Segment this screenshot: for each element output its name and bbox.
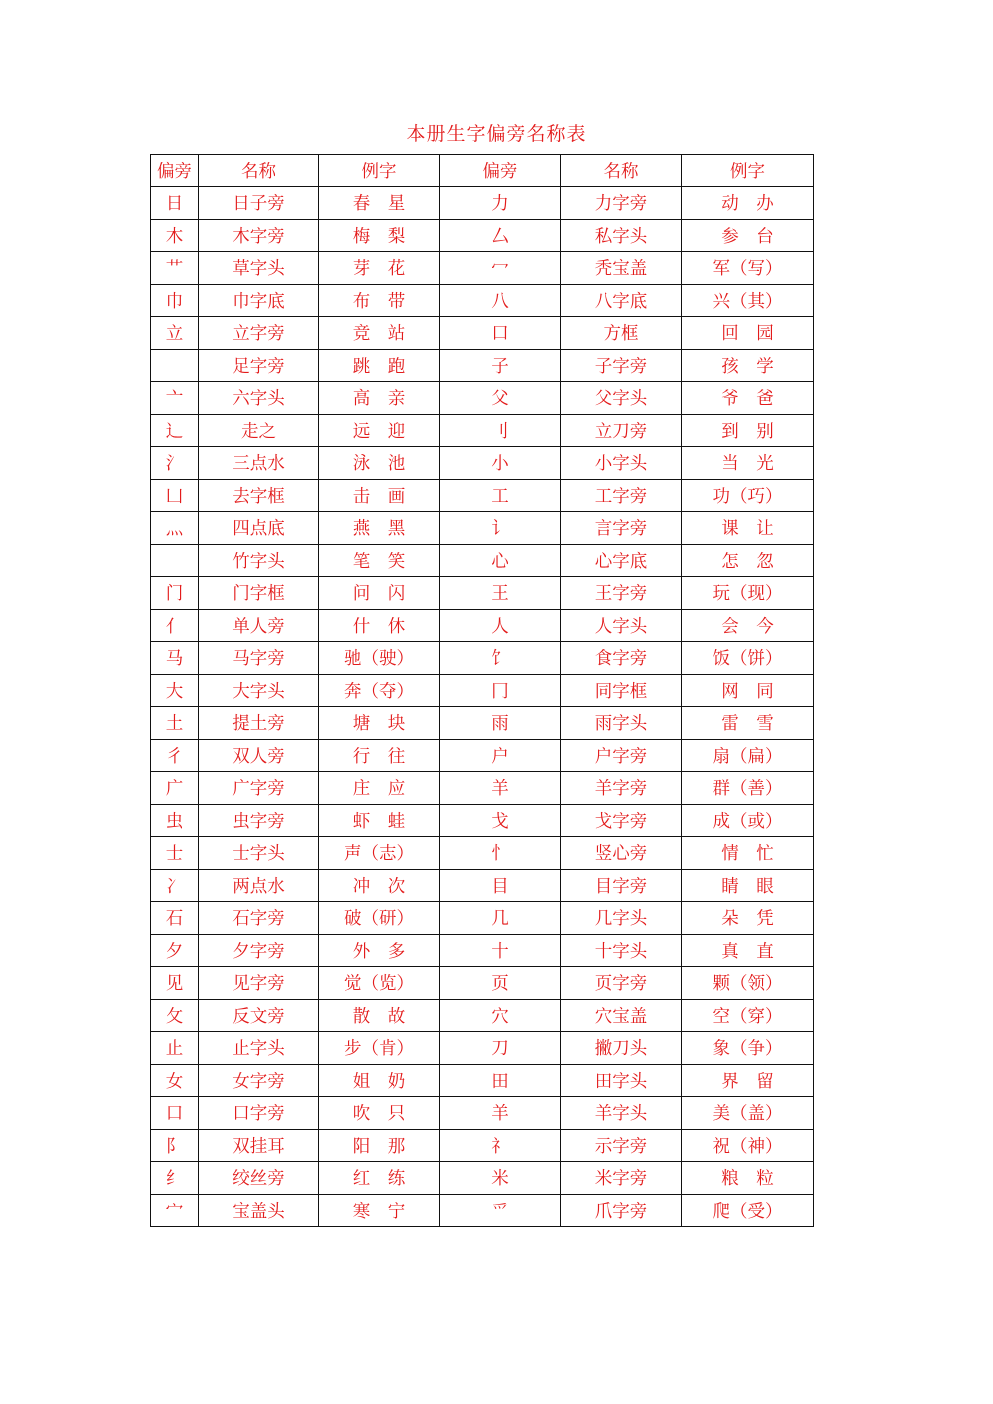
radical-cell: 羊 bbox=[440, 772, 561, 805]
name-cell: 马字旁 bbox=[199, 642, 319, 675]
name-cell: 子字旁 bbox=[561, 349, 682, 382]
radical-cell: 士 bbox=[151, 837, 199, 870]
radical-cell: 爫 bbox=[440, 1194, 561, 1227]
examples-cell: 问 闪 bbox=[319, 577, 440, 610]
radical-cell: 厶 bbox=[440, 219, 561, 252]
examples-cell: 群（善） bbox=[682, 772, 814, 805]
name-cell: 门字框 bbox=[199, 577, 319, 610]
examples-cell: 奔（夺） bbox=[319, 674, 440, 707]
examples-cell: 兴（其） bbox=[682, 284, 814, 317]
name-cell: 见字旁 bbox=[199, 967, 319, 1000]
examples-cell: 行 往 bbox=[319, 739, 440, 772]
radical-cell: 力 bbox=[440, 187, 561, 220]
examples-cell: 步（肯） bbox=[319, 1032, 440, 1065]
table-row bbox=[151, 837, 814, 870]
name-cell: 竖心旁 bbox=[561, 837, 682, 870]
table-row bbox=[151, 1162, 814, 1195]
table-row bbox=[151, 414, 814, 447]
table-row bbox=[151, 252, 814, 285]
table-row bbox=[151, 1194, 814, 1227]
table-row bbox=[151, 219, 814, 252]
name-cell: 止字头 bbox=[199, 1032, 319, 1065]
examples-cell: 象（争） bbox=[682, 1032, 814, 1065]
name-cell: 田字头 bbox=[561, 1064, 682, 1097]
radical-cell: 日 bbox=[151, 187, 199, 220]
radical-cell: 广 bbox=[151, 772, 199, 805]
examples-cell: 朵 凭 bbox=[682, 902, 814, 935]
table-row bbox=[151, 544, 814, 577]
radical-cell: 攵 bbox=[151, 999, 199, 1032]
examples-cell: 梅 梨 bbox=[319, 219, 440, 252]
radical-cell: 纟 bbox=[151, 1162, 199, 1195]
examples-cell: 声（志） bbox=[319, 837, 440, 870]
table-row bbox=[151, 999, 814, 1032]
name-cell: 雨字头 bbox=[561, 707, 682, 740]
header-examples: 例字 bbox=[319, 155, 440, 187]
name-cell: 秃宝盖 bbox=[561, 252, 682, 285]
radical-cell: 石 bbox=[151, 902, 199, 935]
examples-cell: 颗（领） bbox=[682, 967, 814, 1000]
radical-cell: 忄 bbox=[440, 837, 561, 870]
radical-cell: 十 bbox=[440, 934, 561, 967]
radical-cell: 小 bbox=[440, 447, 561, 480]
radical-cell: 戈 bbox=[440, 804, 561, 837]
name-cell: 心字底 bbox=[561, 544, 682, 577]
examples-cell: 美（盖） bbox=[682, 1097, 814, 1130]
table-row bbox=[151, 187, 814, 220]
examples-cell: 课 让 bbox=[682, 512, 814, 545]
radical-cell: 阝 bbox=[151, 1129, 199, 1162]
table-row bbox=[151, 707, 814, 740]
name-cell: 女字旁 bbox=[199, 1064, 319, 1097]
radical-cell: 工 bbox=[440, 479, 561, 512]
name-cell: 目字旁 bbox=[561, 869, 682, 902]
name-cell: 大字头 bbox=[199, 674, 319, 707]
table-row bbox=[151, 902, 814, 935]
radical-cell: 穴 bbox=[440, 999, 561, 1032]
table-row bbox=[151, 512, 814, 545]
table-row bbox=[151, 1097, 814, 1130]
radical-cell: 户 bbox=[440, 739, 561, 772]
examples-cell: 玩（现） bbox=[682, 577, 814, 610]
name-cell: 走之 bbox=[199, 414, 319, 447]
name-cell: 草字头 bbox=[199, 252, 319, 285]
examples-cell: 庄 应 bbox=[319, 772, 440, 805]
radical-cell: 虫 bbox=[151, 804, 199, 837]
examples-cell: 高 亲 bbox=[319, 382, 440, 415]
examples-cell: 功（巧） bbox=[682, 479, 814, 512]
examples-cell: 塘 块 bbox=[319, 707, 440, 740]
examples-cell: 情 忙 bbox=[682, 837, 814, 870]
name-cell: 羊字旁 bbox=[561, 772, 682, 805]
table-row bbox=[151, 804, 814, 837]
table-row bbox=[151, 609, 814, 642]
examples-cell: 祝（神） bbox=[682, 1129, 814, 1162]
radical-cell: 夕 bbox=[151, 934, 199, 967]
name-cell: 双挂耳 bbox=[199, 1129, 319, 1162]
name-cell: 同字框 bbox=[561, 674, 682, 707]
examples-cell: 竞 站 bbox=[319, 317, 440, 350]
radical-cell: 父 bbox=[440, 382, 561, 415]
table-row bbox=[151, 577, 814, 610]
examples-cell: 远 迎 bbox=[319, 414, 440, 447]
name-cell: 木字旁 bbox=[199, 219, 319, 252]
name-cell: 立刀旁 bbox=[561, 414, 682, 447]
examples-cell: 成（或） bbox=[682, 804, 814, 837]
table-row bbox=[151, 674, 814, 707]
name-cell: 户字旁 bbox=[561, 739, 682, 772]
radical-cell: 凵 bbox=[151, 479, 199, 512]
examples-cell: 跳 跑 bbox=[319, 349, 440, 382]
name-cell: 食字旁 bbox=[561, 642, 682, 675]
table-row bbox=[151, 772, 814, 805]
radical-cell: 灬 bbox=[151, 512, 199, 545]
examples-cell: 真 直 bbox=[682, 934, 814, 967]
radical-cell: 八 bbox=[440, 284, 561, 317]
examples-cell: 布 带 bbox=[319, 284, 440, 317]
table-row bbox=[151, 934, 814, 967]
radical-cell bbox=[151, 544, 199, 577]
table-row bbox=[151, 1032, 814, 1065]
examples-cell: 粮 粒 bbox=[682, 1162, 814, 1195]
examples-cell: 睛 眼 bbox=[682, 869, 814, 902]
radical-cell: 心 bbox=[440, 544, 561, 577]
name-cell: 立字旁 bbox=[199, 317, 319, 350]
name-cell: 日子旁 bbox=[199, 187, 319, 220]
radical-cell: 羊 bbox=[440, 1097, 561, 1130]
radical-cell: 页 bbox=[440, 967, 561, 1000]
table-row bbox=[151, 967, 814, 1000]
header-name: 名称 bbox=[561, 155, 682, 187]
radical-cell: 冖 bbox=[440, 252, 561, 285]
table-row bbox=[151, 317, 814, 350]
examples-cell: 参 台 bbox=[682, 219, 814, 252]
examples-cell: 芽 花 bbox=[319, 252, 440, 285]
name-cell: 口字旁 bbox=[199, 1097, 319, 1130]
examples-cell: 网 同 bbox=[682, 674, 814, 707]
name-cell: 提土旁 bbox=[199, 707, 319, 740]
examples-cell: 姐 奶 bbox=[319, 1064, 440, 1097]
radical-cell: 人 bbox=[440, 609, 561, 642]
radical-cell: 木 bbox=[151, 219, 199, 252]
examples-cell: 空（穿） bbox=[682, 999, 814, 1032]
radical-cell: 刂 bbox=[440, 414, 561, 447]
name-cell: 夕字旁 bbox=[199, 934, 319, 967]
examples-cell: 什 休 bbox=[319, 609, 440, 642]
examples-cell: 击 画 bbox=[319, 479, 440, 512]
name-cell: 八字底 bbox=[561, 284, 682, 317]
radical-cell: 女 bbox=[151, 1064, 199, 1097]
radical-cell: 子 bbox=[440, 349, 561, 382]
radical-cell bbox=[151, 349, 199, 382]
name-cell: 绞丝旁 bbox=[199, 1162, 319, 1195]
name-cell: 去字框 bbox=[199, 479, 319, 512]
radical-cell: 礻 bbox=[440, 1129, 561, 1162]
examples-cell: 散 故 bbox=[319, 999, 440, 1032]
examples-cell: 破（研） bbox=[319, 902, 440, 935]
page-title: 本册生字偏旁名称表 bbox=[406, 123, 587, 145]
name-cell: 父字头 bbox=[561, 382, 682, 415]
radical-cell: 米 bbox=[440, 1162, 561, 1195]
name-cell: 撇刀头 bbox=[561, 1032, 682, 1065]
examples-cell: 觉（览） bbox=[319, 967, 440, 1000]
table-row bbox=[151, 642, 814, 675]
name-cell: 宝盖头 bbox=[199, 1194, 319, 1227]
radical-cell: 饣 bbox=[440, 642, 561, 675]
examples-cell: 外 多 bbox=[319, 934, 440, 967]
name-cell: 示字旁 bbox=[561, 1129, 682, 1162]
examples-cell: 阳 那 bbox=[319, 1129, 440, 1162]
name-cell: 虫字旁 bbox=[199, 804, 319, 837]
radical-cell: 几 bbox=[440, 902, 561, 935]
radical-cell: 亠 bbox=[151, 382, 199, 415]
radical-cell: 冂 bbox=[440, 674, 561, 707]
radical-cell: 雨 bbox=[440, 707, 561, 740]
name-cell: 反文旁 bbox=[199, 999, 319, 1032]
name-cell: 巾字底 bbox=[199, 284, 319, 317]
name-cell: 人字头 bbox=[561, 609, 682, 642]
examples-cell: 到 别 bbox=[682, 414, 814, 447]
name-cell: 言字旁 bbox=[561, 512, 682, 545]
name-cell: 十字头 bbox=[561, 934, 682, 967]
radical-cell: 土 bbox=[151, 707, 199, 740]
examples-cell: 泳 池 bbox=[319, 447, 440, 480]
name-cell: 竹字头 bbox=[199, 544, 319, 577]
radical-cell: 口 bbox=[151, 1097, 199, 1130]
name-cell: 戈字旁 bbox=[561, 804, 682, 837]
examples-cell: 动 办 bbox=[682, 187, 814, 220]
radical-cell: 大 bbox=[151, 674, 199, 707]
radical-cell: 马 bbox=[151, 642, 199, 675]
table-row bbox=[151, 349, 814, 382]
header-examples: 例字 bbox=[682, 155, 814, 187]
examples-cell: 爬（受） bbox=[682, 1194, 814, 1227]
examples-cell: 春 星 bbox=[319, 187, 440, 220]
examples-cell: 爷 爸 bbox=[682, 382, 814, 415]
radical-cell: 田 bbox=[440, 1064, 561, 1097]
header-radical: 偏旁 bbox=[440, 155, 561, 187]
name-cell: 方框 bbox=[561, 317, 682, 350]
name-cell: 几字头 bbox=[561, 902, 682, 935]
examples-cell: 会 今 bbox=[682, 609, 814, 642]
radical-cell: 辶 bbox=[151, 414, 199, 447]
examples-cell: 燕 黑 bbox=[319, 512, 440, 545]
name-cell: 双人旁 bbox=[199, 739, 319, 772]
header-name: 名称 bbox=[199, 155, 319, 187]
radical-cell: 目 bbox=[440, 869, 561, 902]
table-row bbox=[151, 382, 814, 415]
examples-cell: 吹 只 bbox=[319, 1097, 440, 1130]
examples-cell: 雷 雪 bbox=[682, 707, 814, 740]
radical-cell: 门 bbox=[151, 577, 199, 610]
name-cell: 米字旁 bbox=[561, 1162, 682, 1195]
name-cell: 石字旁 bbox=[199, 902, 319, 935]
examples-cell: 军（写） bbox=[682, 252, 814, 285]
name-cell: 四点底 bbox=[199, 512, 319, 545]
examples-cell: 笔 笑 bbox=[319, 544, 440, 577]
radical-cell: 巾 bbox=[151, 284, 199, 317]
radical-cell: 王 bbox=[440, 577, 561, 610]
radical-names-table bbox=[150, 154, 814, 1227]
radical-cell: 见 bbox=[151, 967, 199, 1000]
name-cell: 三点水 bbox=[199, 447, 319, 480]
radical-cell: 氵 bbox=[151, 447, 199, 480]
name-cell: 士字头 bbox=[199, 837, 319, 870]
table-header-row bbox=[151, 155, 814, 187]
examples-cell: 回 园 bbox=[682, 317, 814, 350]
examples-cell: 扇（扁） bbox=[682, 739, 814, 772]
radical-cell: 止 bbox=[151, 1032, 199, 1065]
table-row bbox=[151, 869, 814, 902]
name-cell: 爪字旁 bbox=[561, 1194, 682, 1227]
table-row bbox=[151, 479, 814, 512]
radical-cell: 冫 bbox=[151, 869, 199, 902]
header-radical: 偏旁 bbox=[151, 155, 199, 187]
examples-cell: 当 光 bbox=[682, 447, 814, 480]
name-cell: 广字旁 bbox=[199, 772, 319, 805]
radical-cell: 艹 bbox=[151, 252, 199, 285]
radical-cell: 彳 bbox=[151, 739, 199, 772]
name-cell: 足字旁 bbox=[199, 349, 319, 382]
table-row bbox=[151, 739, 814, 772]
name-cell: 页字旁 bbox=[561, 967, 682, 1000]
examples-cell: 界 留 bbox=[682, 1064, 814, 1097]
examples-cell: 冲 次 bbox=[319, 869, 440, 902]
name-cell: 工字旁 bbox=[561, 479, 682, 512]
table-row bbox=[151, 447, 814, 480]
examples-cell: 饭（饼） bbox=[682, 642, 814, 675]
name-cell: 小字头 bbox=[561, 447, 682, 480]
examples-cell: 怎 忽 bbox=[682, 544, 814, 577]
name-cell: 两点水 bbox=[199, 869, 319, 902]
radical-cell: 刀 bbox=[440, 1032, 561, 1065]
radical-cell: 亻 bbox=[151, 609, 199, 642]
examples-cell: 虾 蛙 bbox=[319, 804, 440, 837]
table-row bbox=[151, 284, 814, 317]
radical-cell: 口 bbox=[440, 317, 561, 350]
examples-cell: 红 练 bbox=[319, 1162, 440, 1195]
name-cell: 单人旁 bbox=[199, 609, 319, 642]
examples-cell: 驰（驶） bbox=[319, 642, 440, 675]
name-cell: 羊字头 bbox=[561, 1097, 682, 1130]
name-cell: 穴宝盖 bbox=[561, 999, 682, 1032]
examples-cell: 寒 宁 bbox=[319, 1194, 440, 1227]
name-cell: 王字旁 bbox=[561, 577, 682, 610]
table-row bbox=[151, 1129, 814, 1162]
name-cell: 六字头 bbox=[199, 382, 319, 415]
name-cell: 私字头 bbox=[561, 219, 682, 252]
table-body bbox=[151, 187, 814, 1227]
radical-cell: 立 bbox=[151, 317, 199, 350]
table-row bbox=[151, 1064, 814, 1097]
examples-cell: 孩 学 bbox=[682, 349, 814, 382]
radical-cell: 宀 bbox=[151, 1194, 199, 1227]
radical-cell: 讠 bbox=[440, 512, 561, 545]
name-cell: 力字旁 bbox=[561, 187, 682, 220]
